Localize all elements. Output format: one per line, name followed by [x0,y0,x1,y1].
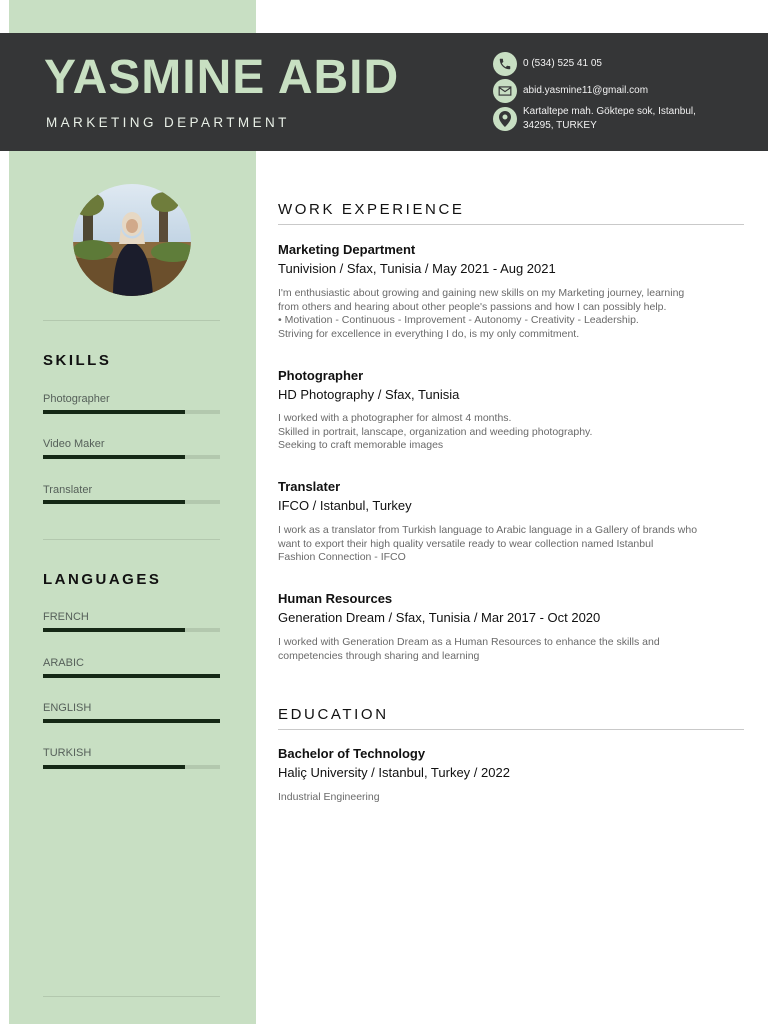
skill-bar-fill [43,455,185,459]
job-description-line: Fashion Connection - IFCO [278,551,406,563]
skill-bar [43,410,220,414]
language-bar [43,765,220,769]
language-bar [43,674,220,678]
language-bar-fill [43,719,220,723]
language-bar-fill [43,674,220,678]
job-description-line: want to export their high quality versatile ready to wear collection named Istanbul [278,537,654,550]
job-subtitle: HD Photography / Sfax, Tunisia [278,387,460,402]
skill-label: Translater [43,484,93,496]
job-description [278,412,748,453]
languages-title: LANGUAGES [43,571,162,588]
sidebar-divider-bottom [43,996,220,997]
phone-text: 0 (534) 525 41 05 [523,58,602,69]
skills-title: SKILLS [43,352,112,369]
job-title: Marketing Department [278,242,416,257]
job-subtitle: IFCO / Istanbul, Turkey [278,498,412,513]
job-subtitle: Generation Dream / Sfax, Tunisia / Mar 2017 - Oct 2020 [278,610,601,625]
skill-bar-fill [43,410,185,414]
skill-label: Video Maker [43,438,105,450]
job-description-line: I worked with a photographer for almost 4 months. [278,412,512,424]
mail-icon [493,79,517,103]
sidebar-divider-top [43,320,220,321]
field-of-study: Industrial Engineering [278,791,380,803]
job-description-line: from others and hearing about other people's passions and how I can possibly help. [278,300,667,313]
sidebar-divider-middle [43,539,220,540]
job-title: Human Resources [278,591,393,606]
profile-photo [73,184,191,296]
address-text [523,105,723,133]
job-description [278,524,748,565]
candidate-name: YASMINE ABID [44,51,400,104]
work-experience-rule [278,224,744,225]
job-description-line: Seeking to craft memorable images [278,439,444,451]
language-label: TURKISH [43,747,92,759]
job-title: Photographer [278,368,364,383]
address-line-2: 34295, TURKEY [523,120,597,131]
language-label: FRENCH [43,611,89,623]
school-subtitle: Haliç University / Istanbul, Turkey / 2022 [278,765,510,780]
contact-phone [493,52,602,76]
job-description-line: competencies through sharing and learning [278,649,480,662]
language-bar-fill [43,765,185,769]
address-line-1: Kartaltepe mah. Göktepe sok, Istanbul, [523,106,696,117]
location-pin-icon [493,107,517,131]
job-description-line: Skilled in portrait, lanscape, organization and weeding photography. [278,425,593,438]
work-experience-title: WORK EXPERIENCE [278,201,465,218]
job-subtitle: Tunivision / Sfax, Tunisia / May 2021 - Aug 2021 [278,261,556,276]
degree-title: Bachelor of Technology [278,746,426,761]
education-title: EDUCATION [278,706,389,723]
language-bar-fill [43,628,185,632]
phone-icon [493,52,517,76]
skill-label: Photographer [43,393,110,405]
job-description-line: Striving for excellence in everything I do, is my only commitment. [278,327,580,340]
job-description [278,287,748,341]
job-description [278,636,748,663]
skill-bar-fill [43,500,185,504]
language-bar [43,719,220,723]
job-description-line: I work as a translator from Turkish language to Arabic language in a Gallery of brands who [278,524,698,536]
language-label: ENGLISH [43,702,92,714]
job-description-line: I worked with Generation Dream as a Human Resources to enhance the skills and [278,636,660,648]
sidebar-panel [9,0,256,1024]
contact-email [493,79,648,103]
email-text: abid.yasmine11@gmail.com [523,85,649,96]
job-title: Translater [278,479,341,494]
candidate-department: MARKETING DEPARTMENT [46,115,290,130]
language-bar [43,628,220,632]
skill-bar [43,500,220,504]
education-rule [278,729,744,730]
job-description-line: I'm enthusiastic about growing and gaining new skills on my Marketing journey, learning [278,287,685,299]
language-label: ARABIC [43,657,84,669]
skill-bar [43,455,220,459]
contact-address [493,107,723,133]
job-description-line: • Motivation - Continuous - Improvement - Autonomy - Creativity - Leadership. [278,314,639,326]
